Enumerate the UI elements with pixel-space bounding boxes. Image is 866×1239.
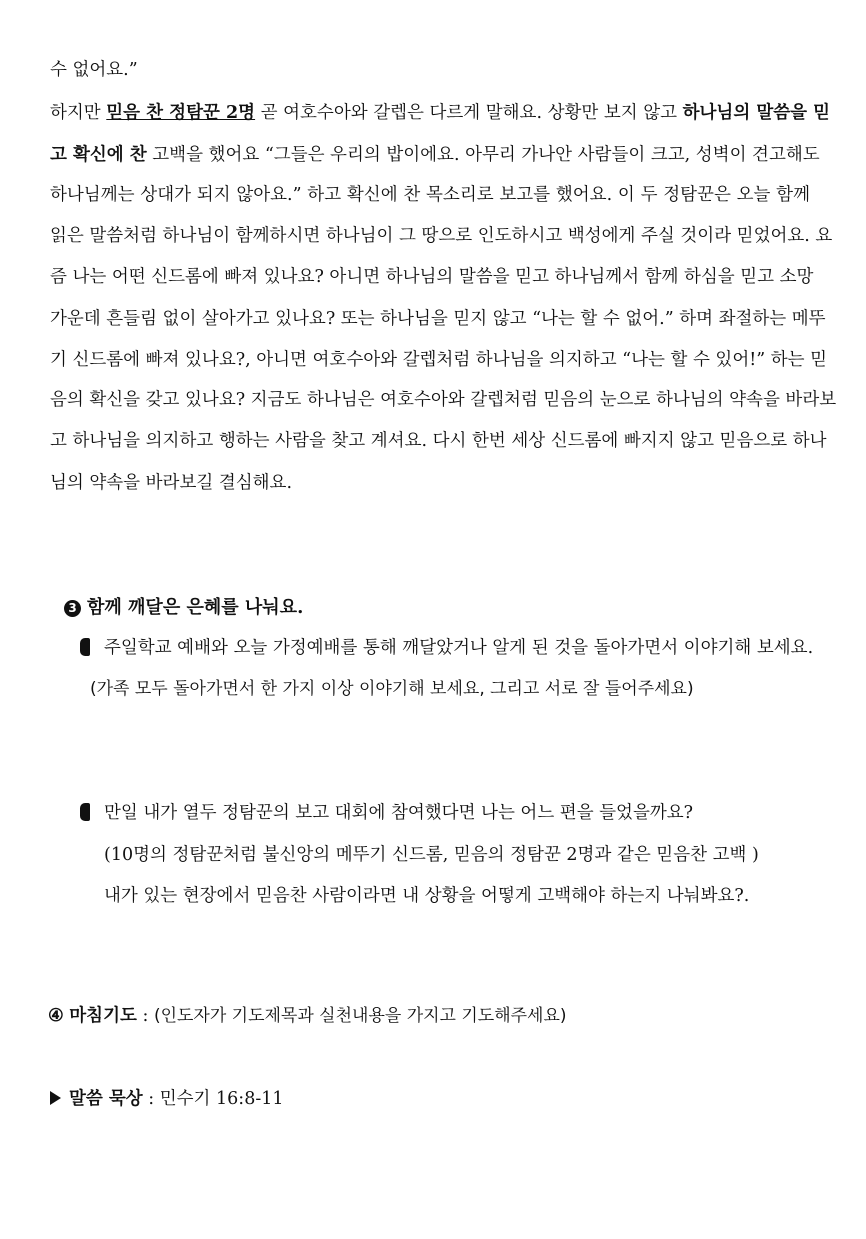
section-3-title: 함께 깨달은 은혜를 나눠요. — [87, 597, 304, 618]
text-run: 고 하나님을 의지하고 행하는 사람을 찾고 계셔요. 다시 한번 세상 신드롬에 빠지지 않고 믿음으로 하나 — [50, 431, 827, 451]
text-run: 하나님께는 상대가 되지 않아요.” 하고 확신에 찬 목소리로 보고를 했어요. 이 두 정탐꾼은 오늘 함께 — [50, 185, 810, 205]
question-1 — [80, 636, 813, 660]
text-run: 고백을 했어요 “그들은 우리의 밥이에요. 아무리 가나안 사람들이 크고, 성벽이 견고해도 — [146, 145, 820, 165]
body-line-8 — [50, 348, 828, 372]
question-2-note — [104, 843, 759, 867]
question-1-marker-icon — [80, 638, 90, 656]
meditation-reference: 민수기 16:8-11 — [159, 1089, 284, 1109]
text-run: 님의 약속을 바라보길 결심해요. — [50, 473, 293, 493]
section-4-text: (인도자가 기도제목과 실천내용을 가지고 기도해주세요) — [153, 1006, 567, 1026]
emphasis-faithful-spies: 믿음 찬 정탐꾼 2명 — [106, 103, 256, 123]
question-2 — [80, 801, 693, 825]
body-line-10 — [50, 429, 827, 453]
body-line-9 — [50, 388, 837, 412]
text-run: 읽은 말씀처럼 하나님이 함께하시면 하나님이 그 땅으로 인도하시고 백성에게 주실 것이라 믿었어요. 요 — [50, 226, 833, 246]
section-4-separator: : — [136, 1006, 154, 1026]
question-2-marker-icon — [80, 803, 90, 821]
section-3-heading — [64, 596, 303, 620]
question-2-text: 만일 내가 열두 정탐꾼의 보고 대회에 참여했다면 나는 어느 편을 들었을까요? — [104, 803, 694, 823]
meditation-title: 말씀 묵상 — [69, 1089, 143, 1109]
section-4-title: 마침기도 — [69, 1006, 137, 1026]
text-run: 하지만 — [50, 103, 107, 123]
body-line-2 — [50, 101, 831, 125]
body-line-1 — [50, 58, 810, 82]
body-line-11 — [50, 471, 810, 495]
emphasis-confidence: 고 확신에 찬 — [50, 145, 147, 165]
body-line-7 — [50, 307, 826, 331]
text-run: 즘 나는 어떤 신드롬에 빠져 있나요? 아니면 하나님의 말씀을 믿고 하나님께서 함께 하심을 믿고 소망 — [50, 267, 814, 287]
question-2-note-text: (10명의 정탐꾼처럼 불신앙의 메뚜기 신드롬, 믿음의 정탐꾼 2명과 같은 믿음찬 고백 ) — [104, 845, 759, 865]
section-4-number: ④ — [48, 1006, 64, 1026]
text-run: 수 없어요.” — [50, 60, 138, 80]
question-1-text: 주일학교 예배와 오늘 가정예배를 통해 깨달았거나 알게 된 것을 돌아가면서 이야기해 보세요. — [104, 638, 814, 658]
text-run: 가운데 흔들림 없이 살아가고 있나요? 또는 하나님을 믿지 않고 “나는 할 수 없어.” 하며 좌절하는 메뚜 — [50, 309, 826, 329]
body-line-4 — [50, 183, 810, 207]
body-line-3 — [50, 143, 820, 167]
question-2-followup — [104, 884, 749, 908]
body-line-5 — [50, 224, 833, 248]
text-run: 음의 확신을 갖고 있나요? 지금도 하나님은 여호수아와 갈렙처럼 믿음의 눈으로 하나님의 약속을 바라보 — [50, 390, 837, 410]
question-1-note-text: (가족 모두 돌아가면서 한 가지 이상 이야기해 보세요, 그리고 서로 잘 들어주세요) — [90, 679, 694, 699]
meditation-separator: : — [142, 1089, 160, 1109]
section-3-number: 3 — [64, 600, 81, 617]
question-2-followup-text: 내가 있는 현장에서 믿음찬 사람이라면 내 상황을 어떻게 고백해야 하는지 나눠봐요?. — [104, 886, 750, 906]
meditation-line — [50, 1087, 284, 1111]
triangle-bullet-icon — [50, 1091, 61, 1105]
text-run: 기 신드롬에 빠져 있나요?, 아니면 여호수아와 갈렙처럼 하나님을 의지하고 “나는 할 수 있어!” 하는 믿 — [50, 350, 828, 370]
question-1-note — [90, 677, 694, 701]
emphasis-believe-word: 하나님의 말씀을 믿 — [682, 103, 831, 123]
text-run: 곧 여호수아와 갈렙은 다르게 말해요. 상황만 보지 않고 — [255, 103, 683, 123]
body-line-6 — [50, 265, 814, 289]
section-4-closing-prayer — [48, 1004, 567, 1028]
